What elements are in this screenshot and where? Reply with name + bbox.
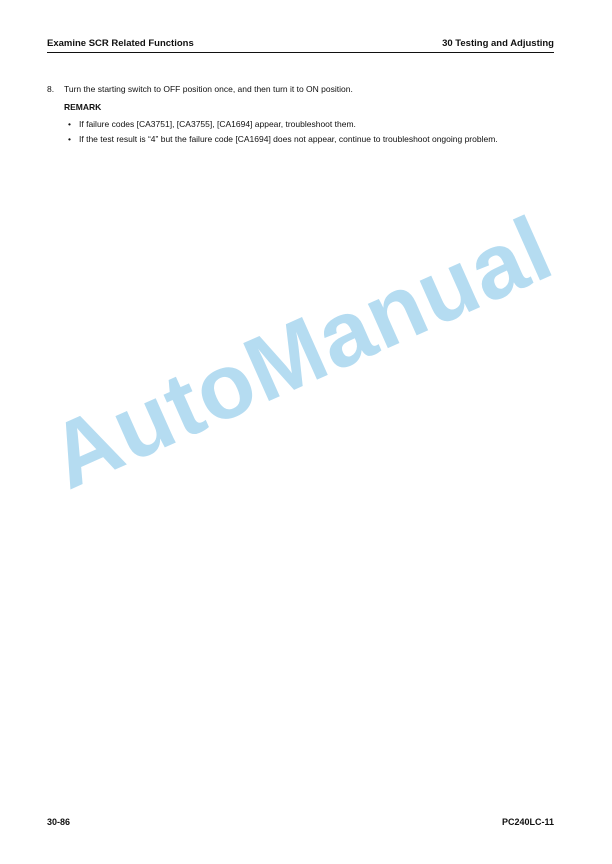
- remark-item: [64, 119, 554, 130]
- page-number: 30-86: [47, 817, 71, 827]
- bullet-icon: •: [68, 134, 71, 144]
- bullet-icon: •: [68, 119, 71, 129]
- remark-title: REMARK: [64, 102, 102, 112]
- remark-item-text: If failure codes [CA3751], [CA3755], [CA1694] appear, troubleshoot them.: [79, 119, 356, 129]
- remark-item: [64, 134, 554, 145]
- model-name: PC240LC-11: [501, 817, 554, 827]
- step-text: Turn the starting switch to OFF position once, and then turn it to ON position.: [64, 84, 353, 94]
- chapter-title: 30 Testing and Adjusting: [442, 38, 554, 49]
- step-body: [64, 84, 554, 149]
- step-number: 8.: [47, 84, 55, 94]
- remark-list: [64, 119, 554, 145]
- section-title: Examine SCR Related Functions: [47, 38, 194, 49]
- remark-item-text: If the test result is “4” but the failure code [CA1694] does not appear, continue to troubleshoot ongoing problem.: [79, 134, 498, 144]
- watermark: AutoManual: [35, 197, 567, 509]
- page-header: [47, 38, 554, 53]
